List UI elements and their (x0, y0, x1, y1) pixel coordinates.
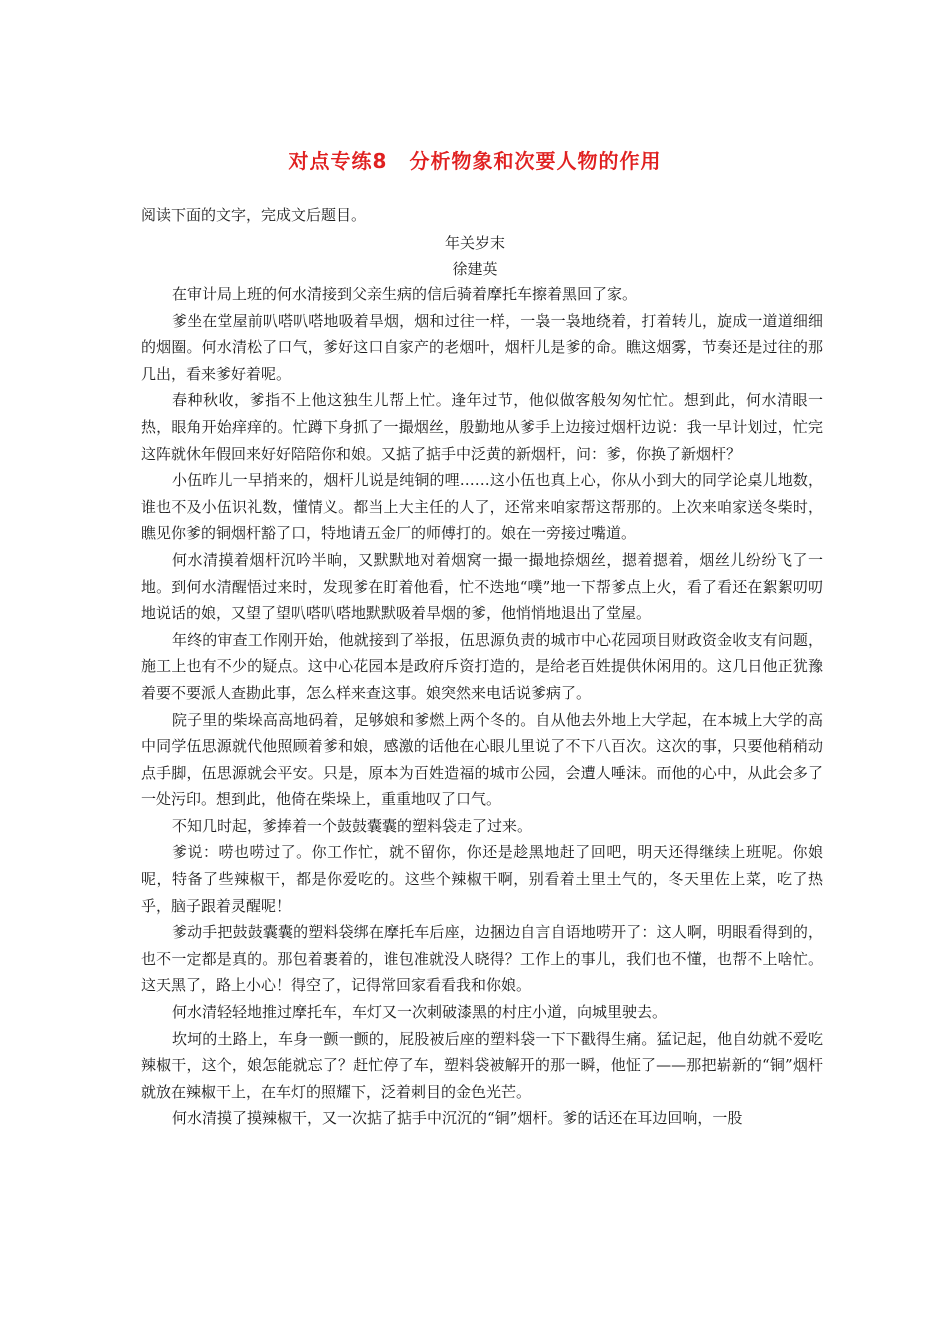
story-author: 徐建英 (452, 260, 498, 278)
story-paragraph: 爹坐在堂屋前叭嗒叭嗒地吸着旱烟，烟和过往一样，一袅一袅地绕着，打着转儿，旋成一道道细细的烟圈。何水清松了口气，爹好这口自家产的老烟叶，烟杆儿是爹的命。瞧这烟雾，节奏还是过往的那几出，看来爹好着呢。 (141, 311, 823, 383)
worksheet-title (0, 145, 950, 174)
worksheet-title-number: 对点专练8 (288, 149, 388, 173)
story-paragraph: 何水清摸着烟杆沉吟半晌，又默默地对着烟窝一撮一撮地捺烟丝，摁着摁着，烟丝儿纷纷飞了一地。到何水清醒悟过来时，发现爹在盯着他看，忙不迭地“噗”地一下帮爹点上火，看了看还在絮絮叨叨地说话的娘，又望了望叭嗒叭嗒地默默吸着旱烟的爹，他悄悄地退出了堂屋。 (141, 550, 823, 623)
story-title: 年关岁末 (444, 234, 505, 252)
reading-instruction: 阅读下面的文字，完成文后题目。 (141, 206, 367, 224)
story-paragraph: 院子里的柴垛高高地码着，足够娘和爹燃上两个冬的。自从他去外地上大学起，在本城上大学的高中同学伍思源就代他照顾着爹和娘，感激的话他在心眼儿里说了不下八百次。这次的事，只要他稍稍动点手脚，伍思源就会平安。只是，原本为百姓造福的城市公园，会遭人唾沫。而他的心中，从此会多了一处污印。想到此，他倚在柴垛上，重重地叹了口气。 (141, 710, 823, 809)
story-paragraph: 在审计局上班的何水清接到父亲生病的信后骑着摩托车擦着黑回了家。 (172, 285, 638, 303)
story-paragraph: 何水清摸了摸辣椒干，又一次掂了掂手中沉沉的“铜”烟杆。爹的话还在耳边回响，一股 (172, 1109, 743, 1128)
story-paragraph: 爹说：唠也唠过了。你工作忙，就不留你，你还是趁黑地赶了回吧，明天还得继续上班呢。你娘呢，特备了些辣椒干，都是你爱吃的。这些个辣椒干啊，别看着土里土气的，冬天里佐上菜，吃了热乎，脑子跟着灵醒呢！ (141, 843, 823, 915)
story-paragraph: 爹动手把鼓鼓囊囊的塑料袋绑在摩托车后座，边捆边自言自语地唠开了：这人啊，明眼看得到的，也不一定都是真的。那包着裹着的，谁包准就没人晓得？工作上的事儿，我们也不懂，也帮不上啥忙。这天黑了，路上小心！得空了，记得常回家看看我和你娘。 (141, 923, 823, 995)
story-paragraph: 不知几时起，爹捧着一个鼓鼓囊囊的塑料袋走了过来。 (172, 816, 533, 835)
story-paragraph: 何水清轻轻地推过摩托车，车灯又一次刺破漆黑的村庄小道，向城里驶去。 (172, 1003, 668, 1022)
story-paragraph: 小伍昨儿一早捎来的，烟杆儿说是纯铜的哩……这小伍也真上心，你从小到大的同学论桌儿地数，谁也不及小伍识礼数，懂情义。都当上大主任的人了，还常来咱家帮这帮那的。上次来咱家送冬柴时，瞧见你爹的铜烟杆豁了口，特地请五金厂的师傅打的。娘在一旁接过嘴道。 (141, 471, 823, 543)
story-paragraph: 年终的审查工作刚开始，他就接到了举报，伍思源负责的城市中心花园项目财政资金收支有问题，施工上也有不少的疑点。这中心花园本是政府斥资打造的，是给老百姓提供休闲用的。这几日他正犹豫着要不要派人查勘此事，怎么样来查这事。娘突然来电话说爹病了。 (141, 630, 823, 702)
story-body (141, 281, 823, 1132)
story-paragraph: 坎坷的土路上，车身一颤一颤的，屁股被后座的塑料袋一下下戳得生痛。猛记起，他自幼就不爱吃辣椒干，这个，娘怎能就忘了？赶忙停了车，塑料袋被解开的那一瞬，他怔了——那把崭新的“铜”烟杆就放在辣椒干上，在车灯的照耀下，泛着刺目的金色光芒。 (141, 1029, 823, 1101)
worksheet-title-topic: 分析物象和次要人物的作用 (409, 149, 662, 173)
story-paragraph: 春种秋收，爹指不上他这独生儿帮上忙。逢年过节，他似做客般匆匆忙忙。想到此，何水清眼一热，眼角开始痒痒的。忙蹲下身抓了一撮烟丝，殷勤地从爹手上边接过烟杆边说：我一早计划过，忙完这阵就休年假回来好好陪陪你和娘。又掂了掂手中泛黄的新烟杆，问：爹，你换了新烟杆？ (141, 391, 823, 463)
